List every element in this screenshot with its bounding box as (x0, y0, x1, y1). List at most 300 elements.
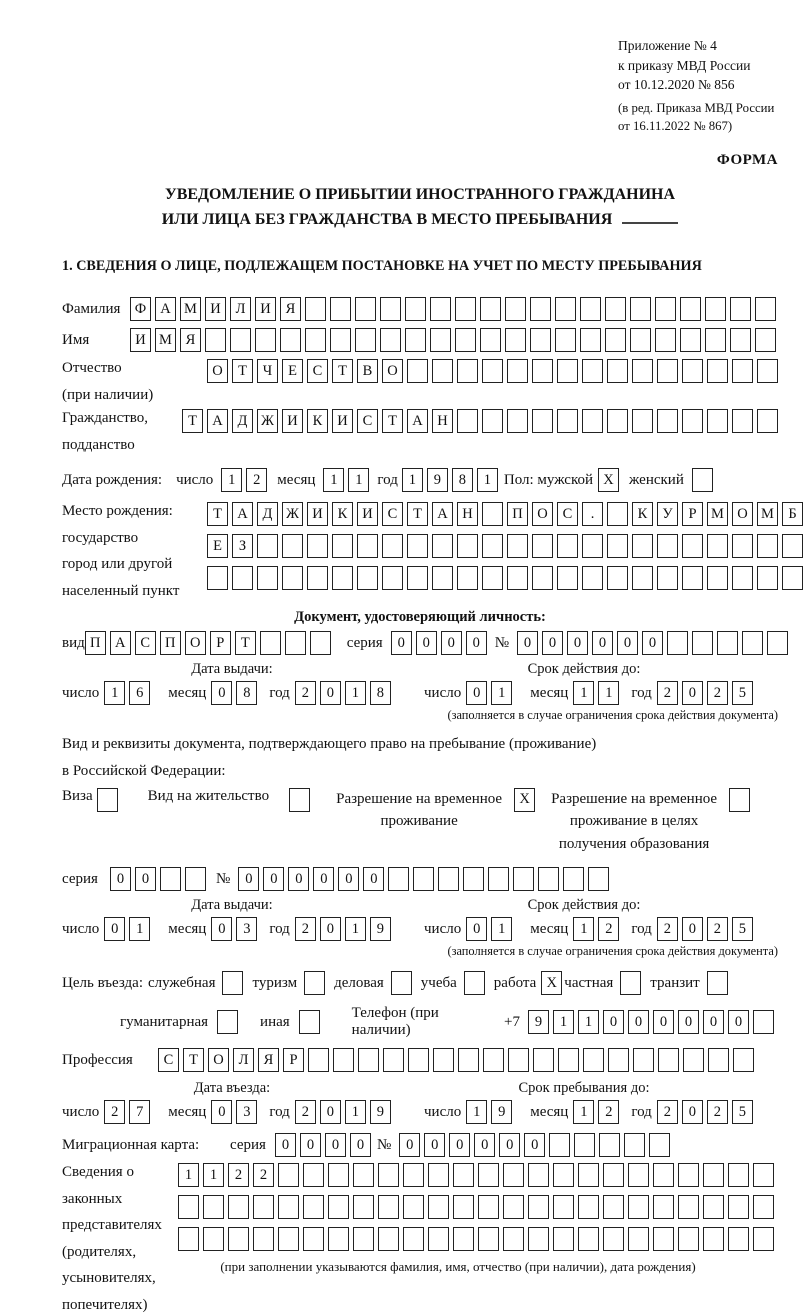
char-cell[interactable] (603, 1227, 624, 1251)
char-cell[interactable]: 0 (320, 1100, 341, 1124)
char-cell[interactable] (557, 534, 578, 558)
char-cell[interactable]: 1 (129, 917, 150, 941)
char-cell[interactable]: С (307, 359, 328, 383)
purpose-tourism-checkbox[interactable] (304, 971, 325, 995)
char-cell[interactable]: 2 (707, 681, 728, 705)
char-cell[interactable] (278, 1163, 299, 1187)
char-cell[interactable] (657, 534, 678, 558)
char-cell[interactable]: И (332, 409, 353, 433)
char-cell[interactable] (433, 1048, 454, 1072)
char-cell[interactable] (428, 1195, 449, 1219)
char-cell[interactable]: 0 (642, 631, 663, 655)
char-cell[interactable]: 0 (275, 1133, 296, 1157)
char-cell[interactable] (557, 409, 578, 433)
char-cell[interactable]: 1 (323, 468, 344, 492)
char-cell[interactable]: 5 (732, 917, 753, 941)
char-cell[interactable] (603, 1163, 624, 1187)
char-cell[interactable]: 1 (573, 681, 594, 705)
char-cell[interactable]: 0 (542, 631, 563, 655)
char-cell[interactable]: 0 (338, 867, 359, 891)
char-cell[interactable] (630, 297, 651, 321)
char-cell[interactable]: 0 (474, 1133, 495, 1157)
char-cell[interactable] (355, 297, 376, 321)
char-cell[interactable]: И (357, 502, 378, 526)
char-cell[interactable] (632, 566, 653, 590)
char-cell[interactable] (555, 297, 576, 321)
char-cell[interactable] (705, 328, 726, 352)
char-cell[interactable]: 5 (732, 1100, 753, 1124)
char-cell[interactable] (703, 1195, 724, 1219)
char-cell[interactable] (482, 534, 503, 558)
char-cell[interactable]: 0 (238, 867, 259, 891)
char-cell[interactable] (538, 867, 559, 891)
char-cell[interactable] (632, 534, 653, 558)
char-cell[interactable] (599, 1133, 620, 1157)
char-cell[interactable]: О (207, 359, 228, 383)
char-cell[interactable] (507, 534, 528, 558)
char-cell[interactable] (478, 1195, 499, 1219)
char-cell[interactable] (532, 566, 553, 590)
char-cell[interactable] (508, 1048, 529, 1072)
char-cell[interactable] (228, 1195, 249, 1219)
char-cell[interactable] (380, 297, 401, 321)
char-cell[interactable] (649, 1133, 670, 1157)
char-cell[interactable]: 0 (110, 867, 131, 891)
char-cell[interactable]: 0 (313, 867, 334, 891)
char-cell[interactable]: 0 (325, 1133, 346, 1157)
char-cell[interactable]: 0 (628, 1010, 649, 1034)
char-cell[interactable]: Т (232, 359, 253, 383)
char-cell[interactable] (682, 534, 703, 558)
char-cell[interactable] (707, 566, 728, 590)
char-cell[interactable]: 1 (345, 917, 366, 941)
char-cell[interactable] (605, 328, 626, 352)
char-cell[interactable] (232, 566, 253, 590)
char-cell[interactable]: 0 (288, 867, 309, 891)
char-cell[interactable] (305, 297, 326, 321)
char-cell[interactable] (305, 328, 326, 352)
char-cell[interactable] (582, 359, 603, 383)
char-cell[interactable] (253, 1195, 274, 1219)
char-cell[interactable] (528, 1163, 549, 1187)
char-cell[interactable]: И (255, 297, 276, 321)
char-cell[interactable]: 9 (427, 468, 448, 492)
char-cell[interactable] (388, 867, 409, 891)
char-cell[interactable] (207, 566, 228, 590)
char-cell[interactable] (707, 409, 728, 433)
char-cell[interactable] (307, 566, 328, 590)
char-cell[interactable] (483, 1048, 504, 1072)
char-cell[interactable]: Ч (257, 359, 278, 383)
char-cell[interactable] (632, 409, 653, 433)
char-cell[interactable] (455, 328, 476, 352)
char-cell[interactable] (482, 409, 503, 433)
char-cell[interactable] (578, 1195, 599, 1219)
char-cell[interactable] (428, 1227, 449, 1251)
char-cell[interactable]: 5 (732, 681, 753, 705)
char-cell[interactable] (332, 534, 353, 558)
char-cell[interactable] (678, 1195, 699, 1219)
char-cell[interactable] (328, 1163, 349, 1187)
char-cell[interactable] (653, 1227, 674, 1251)
char-cell[interactable] (358, 1048, 379, 1072)
char-cell[interactable] (432, 359, 453, 383)
char-cell[interactable] (482, 359, 503, 383)
char-cell[interactable]: И (130, 328, 151, 352)
char-cell[interactable]: О (382, 359, 403, 383)
char-cell[interactable]: 1 (578, 1010, 599, 1034)
char-cell[interactable] (553, 1163, 574, 1187)
purpose-private-checkbox[interactable] (620, 971, 641, 995)
char-cell[interactable] (160, 867, 181, 891)
char-cell[interactable]: С (135, 631, 156, 655)
purpose-transit-checkbox[interactable] (707, 971, 728, 995)
edu-residence-checkbox[interactable] (729, 788, 750, 812)
char-cell[interactable] (478, 1163, 499, 1187)
char-cell[interactable]: А (232, 502, 253, 526)
char-cell[interactable] (457, 534, 478, 558)
char-cell[interactable] (357, 534, 378, 558)
char-cell[interactable] (257, 566, 278, 590)
char-cell[interactable] (478, 1227, 499, 1251)
char-cell[interactable] (285, 631, 306, 655)
char-cell[interactable] (178, 1195, 199, 1219)
char-cell[interactable] (428, 1163, 449, 1187)
char-cell[interactable]: 0 (424, 1133, 445, 1157)
char-cell[interactable] (607, 502, 628, 526)
char-cell[interactable]: 1 (466, 1100, 487, 1124)
char-cell[interactable] (328, 1227, 349, 1251)
char-cell[interactable]: 0 (391, 631, 412, 655)
char-cell[interactable]: Т (182, 409, 203, 433)
char-cell[interactable]: 0 (350, 1133, 371, 1157)
char-cell[interactable]: Е (282, 359, 303, 383)
char-cell[interactable] (728, 1163, 749, 1187)
char-cell[interactable] (678, 1163, 699, 1187)
char-cell[interactable]: Т (407, 502, 428, 526)
char-cell[interactable] (607, 566, 628, 590)
char-cell[interactable] (528, 1227, 549, 1251)
char-cell[interactable]: В (357, 359, 378, 383)
char-cell[interactable]: К (332, 502, 353, 526)
char-cell[interactable]: 0 (416, 631, 437, 655)
char-cell[interactable] (753, 1163, 774, 1187)
char-cell[interactable]: Т (332, 359, 353, 383)
char-cell[interactable]: 0 (211, 917, 232, 941)
char-cell[interactable] (255, 328, 276, 352)
char-cell[interactable]: 2 (707, 1100, 728, 1124)
char-cell[interactable] (453, 1227, 474, 1251)
char-cell[interactable] (403, 1163, 424, 1187)
char-cell[interactable]: Л (230, 297, 251, 321)
char-cell[interactable] (692, 631, 713, 655)
char-cell[interactable] (353, 1195, 374, 1219)
char-cell[interactable]: 1 (345, 1100, 366, 1124)
purpose-study-checkbox[interactable] (464, 971, 485, 995)
char-cell[interactable] (782, 566, 803, 590)
char-cell[interactable]: Ж (257, 409, 278, 433)
char-cell[interactable] (553, 1195, 574, 1219)
char-cell[interactable] (553, 1227, 574, 1251)
char-cell[interactable]: А (407, 409, 428, 433)
char-cell[interactable] (732, 409, 753, 433)
char-cell[interactable] (657, 359, 678, 383)
char-cell[interactable] (558, 1048, 579, 1072)
char-cell[interactable]: Р (682, 502, 703, 526)
char-cell[interactable] (228, 1227, 249, 1251)
char-cell[interactable] (507, 359, 528, 383)
char-cell[interactable]: О (208, 1048, 229, 1072)
char-cell[interactable] (532, 359, 553, 383)
char-cell[interactable] (405, 328, 426, 352)
char-cell[interactable] (630, 328, 651, 352)
char-cell[interactable] (555, 328, 576, 352)
char-cell[interactable]: П (85, 631, 106, 655)
char-cell[interactable] (557, 359, 578, 383)
char-cell[interactable] (707, 359, 728, 383)
char-cell[interactable] (330, 328, 351, 352)
char-cell[interactable] (457, 566, 478, 590)
char-cell[interactable]: 0 (399, 1133, 420, 1157)
char-cell[interactable]: . (582, 502, 603, 526)
char-cell[interactable]: 1 (345, 681, 366, 705)
char-cell[interactable] (382, 534, 403, 558)
char-cell[interactable] (278, 1195, 299, 1219)
char-cell[interactable] (680, 297, 701, 321)
char-cell[interactable]: 0 (617, 631, 638, 655)
char-cell[interactable]: 0 (703, 1010, 724, 1034)
char-cell[interactable] (507, 566, 528, 590)
char-cell[interactable]: Ж (282, 502, 303, 526)
char-cell[interactable]: 2 (104, 1100, 125, 1124)
char-cell[interactable]: 2 (228, 1163, 249, 1187)
char-cell[interactable] (378, 1227, 399, 1251)
char-cell[interactable] (382, 566, 403, 590)
char-cell[interactable]: Т (235, 631, 256, 655)
char-cell[interactable] (680, 328, 701, 352)
char-cell[interactable] (503, 1227, 524, 1251)
char-cell[interactable] (513, 867, 534, 891)
char-cell[interactable] (432, 566, 453, 590)
char-cell[interactable] (557, 566, 578, 590)
char-cell[interactable] (782, 534, 803, 558)
char-cell[interactable]: Р (283, 1048, 304, 1072)
char-cell[interactable] (407, 359, 428, 383)
char-cell[interactable] (683, 1048, 704, 1072)
char-cell[interactable] (682, 409, 703, 433)
char-cell[interactable]: 0 (466, 681, 487, 705)
char-cell[interactable] (757, 409, 778, 433)
char-cell[interactable] (505, 328, 526, 352)
char-cell[interactable] (728, 1195, 749, 1219)
char-cell[interactable]: 8 (452, 468, 473, 492)
char-cell[interactable]: 0 (524, 1133, 545, 1157)
char-cell[interactable]: 1 (573, 1100, 594, 1124)
char-cell[interactable]: 1 (598, 681, 619, 705)
char-cell[interactable]: Я (180, 328, 201, 352)
char-cell[interactable] (708, 1048, 729, 1072)
char-cell[interactable]: 0 (682, 681, 703, 705)
char-cell[interactable] (578, 1227, 599, 1251)
char-cell[interactable] (407, 534, 428, 558)
char-cell[interactable] (657, 409, 678, 433)
temp-residence-checkbox[interactable]: X (514, 788, 535, 812)
char-cell[interactable] (530, 328, 551, 352)
char-cell[interactable] (667, 631, 688, 655)
char-cell[interactable] (482, 502, 503, 526)
char-cell[interactable] (303, 1195, 324, 1219)
char-cell[interactable]: И (205, 297, 226, 321)
char-cell[interactable]: 2 (598, 1100, 619, 1124)
char-cell[interactable] (260, 631, 281, 655)
char-cell[interactable]: 0 (682, 917, 703, 941)
char-cell[interactable] (583, 1048, 604, 1072)
char-cell[interactable]: 0 (135, 867, 156, 891)
char-cell[interactable]: 1 (178, 1163, 199, 1187)
char-cell[interactable] (353, 1227, 374, 1251)
char-cell[interactable]: Д (232, 409, 253, 433)
char-cell[interactable] (582, 566, 603, 590)
char-cell[interactable] (257, 534, 278, 558)
char-cell[interactable]: 2 (657, 917, 678, 941)
char-cell[interactable] (628, 1163, 649, 1187)
char-cell[interactable]: Т (382, 409, 403, 433)
char-cell[interactable] (628, 1227, 649, 1251)
char-cell[interactable]: Я (280, 297, 301, 321)
char-cell[interactable]: 9 (370, 917, 391, 941)
char-cell[interactable]: К (632, 502, 653, 526)
char-cell[interactable]: З (232, 534, 253, 558)
char-cell[interactable] (507, 409, 528, 433)
char-cell[interactable]: М (707, 502, 728, 526)
char-cell[interactable]: П (507, 502, 528, 526)
char-cell[interactable]: Л (233, 1048, 254, 1072)
char-cell[interactable] (757, 566, 778, 590)
char-cell[interactable]: 1 (491, 681, 512, 705)
char-cell[interactable] (432, 534, 453, 558)
char-cell[interactable]: О (185, 631, 206, 655)
char-cell[interactable]: 0 (300, 1133, 321, 1157)
char-cell[interactable]: 0 (211, 681, 232, 705)
purpose-work-checkbox[interactable]: X (541, 971, 562, 995)
char-cell[interactable]: 2 (295, 681, 316, 705)
char-cell[interactable] (430, 297, 451, 321)
char-cell[interactable] (757, 359, 778, 383)
char-cell[interactable] (503, 1163, 524, 1187)
char-cell[interactable] (608, 1048, 629, 1072)
char-cell[interactable]: М (180, 297, 201, 321)
char-cell[interactable] (755, 328, 776, 352)
char-cell[interactable]: 0 (678, 1010, 699, 1034)
char-cell[interactable]: С (158, 1048, 179, 1072)
char-cell[interactable] (205, 328, 226, 352)
char-cell[interactable]: 0 (104, 917, 125, 941)
char-cell[interactable]: 2 (657, 1100, 678, 1124)
char-cell[interactable] (717, 631, 738, 655)
char-cell[interactable] (230, 328, 251, 352)
char-cell[interactable] (457, 409, 478, 433)
residence-permit-checkbox[interactable] (289, 788, 310, 812)
char-cell[interactable]: 2 (253, 1163, 274, 1187)
char-cell[interactable] (453, 1195, 474, 1219)
char-cell[interactable]: 1 (348, 468, 369, 492)
char-cell[interactable]: 0 (441, 631, 462, 655)
char-cell[interactable]: 0 (603, 1010, 624, 1034)
char-cell[interactable] (653, 1163, 674, 1187)
char-cell[interactable]: 9 (528, 1010, 549, 1034)
char-cell[interactable] (753, 1195, 774, 1219)
char-cell[interactable]: 7 (129, 1100, 150, 1124)
char-cell[interactable]: 0 (263, 867, 284, 891)
char-cell[interactable] (530, 297, 551, 321)
char-cell[interactable]: Н (457, 502, 478, 526)
char-cell[interactable] (578, 1163, 599, 1187)
char-cell[interactable]: А (207, 409, 228, 433)
char-cell[interactable] (755, 297, 776, 321)
char-cell[interactable]: Б (782, 502, 803, 526)
char-cell[interactable] (438, 867, 459, 891)
char-cell[interactable]: Р (210, 631, 231, 655)
char-cell[interactable] (603, 1195, 624, 1219)
char-cell[interactable] (308, 1048, 329, 1072)
char-cell[interactable] (705, 297, 726, 321)
char-cell[interactable] (757, 534, 778, 558)
char-cell[interactable]: А (432, 502, 453, 526)
char-cell[interactable]: Н (432, 409, 453, 433)
char-cell[interactable]: 8 (370, 681, 391, 705)
char-cell[interactable] (580, 297, 601, 321)
char-cell[interactable]: А (110, 631, 131, 655)
char-cell[interactable] (332, 566, 353, 590)
char-cell[interactable]: О (532, 502, 553, 526)
char-cell[interactable] (403, 1195, 424, 1219)
char-cell[interactable]: С (382, 502, 403, 526)
char-cell[interactable]: О (732, 502, 753, 526)
sex-female-checkbox[interactable] (692, 468, 713, 492)
char-cell[interactable] (413, 867, 434, 891)
char-cell[interactable] (405, 297, 426, 321)
char-cell[interactable] (655, 328, 676, 352)
char-cell[interactable]: 2 (707, 917, 728, 941)
char-cell[interactable] (730, 328, 751, 352)
char-cell[interactable] (482, 566, 503, 590)
char-cell[interactable] (532, 534, 553, 558)
char-cell[interactable]: 6 (129, 681, 150, 705)
char-cell[interactable] (582, 409, 603, 433)
purpose-business-checkbox[interactable] (391, 971, 412, 995)
char-cell[interactable] (282, 566, 303, 590)
char-cell[interactable] (333, 1048, 354, 1072)
char-cell[interactable] (767, 631, 788, 655)
char-cell[interactable]: 0 (466, 631, 487, 655)
char-cell[interactable] (574, 1133, 595, 1157)
char-cell[interactable] (580, 328, 601, 352)
char-cell[interactable] (607, 534, 628, 558)
char-cell[interactable]: 1 (573, 917, 594, 941)
char-cell[interactable] (353, 1163, 374, 1187)
char-cell[interactable]: Ф (130, 297, 151, 321)
char-cell[interactable]: 0 (592, 631, 613, 655)
char-cell[interactable] (203, 1195, 224, 1219)
char-cell[interactable] (455, 297, 476, 321)
char-cell[interactable] (732, 534, 753, 558)
char-cell[interactable] (588, 867, 609, 891)
char-cell[interactable] (632, 359, 653, 383)
char-cell[interactable]: 9 (370, 1100, 391, 1124)
char-cell[interactable] (328, 1195, 349, 1219)
char-cell[interactable]: У (657, 502, 678, 526)
char-cell[interactable]: 0 (466, 917, 487, 941)
